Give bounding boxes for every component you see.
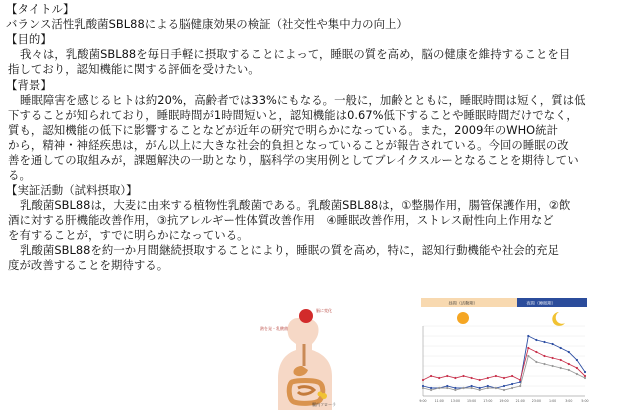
data-point xyxy=(503,389,505,391)
data-point xyxy=(495,375,497,377)
data-point xyxy=(519,385,521,387)
data-point xyxy=(552,343,554,345)
background-heading: 【背景】 xyxy=(6,78,52,92)
background-line: 睡眠障害を感じるヒトは約20%，高齢者では33%にもなる。一般に，加齢とともに，睡眠時間は短く，質は低 xyxy=(20,93,586,107)
background-line: 善を通しての取組みが，課題解決の一助となり，脳科学の実用例としてブレイクスルーとなることを期待してい xyxy=(8,153,579,167)
data-point xyxy=(527,347,529,349)
day-band-label: 昼間（活動期） xyxy=(448,300,478,306)
data-point xyxy=(519,379,521,381)
data-point xyxy=(471,377,473,379)
data-point xyxy=(462,375,464,377)
title-heading: 【タイトル】 xyxy=(6,2,75,16)
sleep-chart-figure xyxy=(403,298,591,410)
arrow-label: 脳に変化 xyxy=(316,308,332,313)
activity-heading: 【実証活動（試料摂取）】 xyxy=(6,183,138,197)
background-line: 下することが知られており，睡眠時間が1時間短いと，認知機能は0.67%低下することや睡眠時間だけでなく， xyxy=(8,108,578,122)
x-tick-label: 13:00 xyxy=(450,399,460,403)
purpose-heading: 【目的】 xyxy=(6,32,52,46)
data-point xyxy=(503,385,505,387)
gut-brain-illustration xyxy=(262,304,342,410)
data-point xyxy=(487,377,489,379)
background-line: る。 xyxy=(8,168,31,182)
data-point xyxy=(495,387,497,389)
x-tick-label: 5:00 xyxy=(581,399,589,403)
data-point xyxy=(543,355,545,357)
data-point xyxy=(454,387,456,389)
x-tick-label: 21:00 xyxy=(515,399,525,403)
data-point xyxy=(422,387,424,389)
data-point xyxy=(568,363,570,365)
data-point xyxy=(568,351,570,353)
series-line xyxy=(423,356,585,390)
moon-icon xyxy=(552,312,565,326)
background-line: から，精神・神経疾患は，がん以上に大きな社会的負担となっていることが報告されている。今回の睡眠の改 xyxy=(8,138,569,152)
data-point xyxy=(560,367,562,369)
night-band-label: 夜間（睡眠期） xyxy=(526,300,556,306)
data-point xyxy=(430,375,432,377)
x-tick-label: 3:00 xyxy=(565,399,573,403)
activity-line: 度が改善することを期待する。 xyxy=(8,258,169,272)
data-point xyxy=(511,387,513,389)
data-point xyxy=(535,339,537,341)
data-point xyxy=(576,373,578,375)
data-point xyxy=(568,369,570,371)
data-point xyxy=(584,375,586,377)
activity-line: 乳酸菌SBL88は，大麦に由来する植物性乳酸菌である。乳酸菌SBL88は，①整腸作用，腸管保護作用，②飲 xyxy=(20,198,571,212)
x-tick-label: 9:00 xyxy=(419,399,427,403)
data-point xyxy=(430,389,432,391)
title-text: バランス活性乳酸菌SBL88による脳健康効果の検証（社交性や集中力の向上） xyxy=(6,17,408,31)
data-point xyxy=(560,359,562,361)
data-point xyxy=(479,387,481,389)
arrow-label: 熱を発・乳酸菌 xyxy=(260,326,288,331)
data-point xyxy=(422,385,424,387)
data-point xyxy=(576,367,578,369)
data-point xyxy=(552,365,554,367)
data-point xyxy=(584,371,586,373)
activity-line: 乳酸菌SBL88を約一か月間継続摂取することにより，睡眠の質を高め，特に，認知行動機能や社会的充足 xyxy=(20,243,560,257)
data-point xyxy=(454,377,456,379)
data-point xyxy=(511,383,513,385)
x-tick-label: 23:00 xyxy=(531,399,541,403)
flora-marker xyxy=(318,392,323,397)
data-point xyxy=(487,387,489,389)
data-point xyxy=(479,389,481,391)
data-point xyxy=(479,379,481,381)
activity-line: 酒に対する肝機能改善作用，③抗アレルギー性体質改善作用 ④睡眠改善作用，ストレス耐性向上作用など xyxy=(8,213,554,227)
data-point xyxy=(584,377,586,379)
series-line xyxy=(423,336,585,388)
body-figure-svg xyxy=(262,304,342,410)
data-point xyxy=(446,387,448,389)
x-tick-label: 15:00 xyxy=(467,399,477,403)
purpose-line: 指しており，認知機能に関する評価を受けたい。 xyxy=(8,62,260,76)
data-point xyxy=(543,341,545,343)
data-point xyxy=(446,375,448,377)
data-point xyxy=(576,359,578,361)
data-point xyxy=(511,375,513,377)
data-point xyxy=(454,389,456,391)
data-point xyxy=(438,387,440,389)
data-point xyxy=(535,361,537,363)
x-tick-label: 17:00 xyxy=(483,399,493,403)
x-tick-label: 19:00 xyxy=(499,399,509,403)
data-point xyxy=(503,377,505,379)
data-point xyxy=(446,385,448,387)
data-point xyxy=(527,335,529,337)
data-point xyxy=(527,355,529,357)
plot-area xyxy=(419,326,588,403)
data-point xyxy=(462,387,464,389)
data-point xyxy=(543,363,545,365)
data-point xyxy=(430,387,432,389)
sleep-chart xyxy=(403,298,591,410)
data-point xyxy=(535,351,537,353)
data-point xyxy=(471,385,473,387)
data-point xyxy=(560,347,562,349)
x-tick-label: 1:00 xyxy=(549,399,557,403)
heart-icon xyxy=(299,309,313,323)
data-point xyxy=(438,377,440,379)
purpose-line: 我々は，乳酸菌SBL88を毎日手軽に摂取することによって，睡眠の質を高め，脳の健康を維持することを目 xyxy=(20,47,571,61)
sun-icon xyxy=(457,312,469,324)
data-point xyxy=(487,385,489,387)
data-point xyxy=(552,357,554,359)
background-line: 質も，認知機能の低下に影響することなどが近年の研究で明らかになっている。また，2009年のWHO統計 xyxy=(8,123,559,137)
x-tick-label: 11:00 xyxy=(434,399,444,403)
data-point xyxy=(471,387,473,389)
flora-label: 腸内フローラ xyxy=(312,402,336,407)
activity-line: を有することが，すでに明らかになっている。 xyxy=(8,228,249,242)
data-point xyxy=(422,379,424,381)
